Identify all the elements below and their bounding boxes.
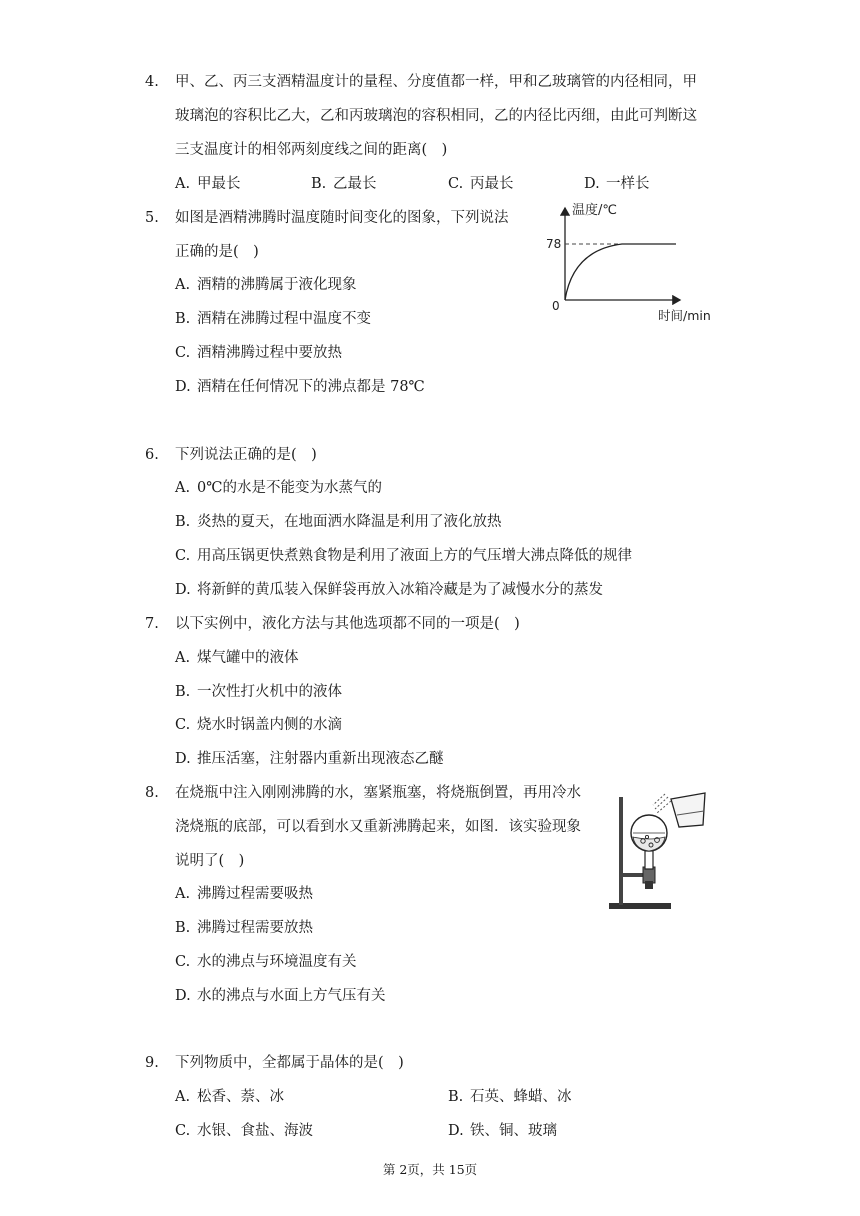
question-text-line: 在烧瓶中注入刚刚沸腾的水，塞紧瓶塞，将烧瓶倒置，再用冷水 (175, 785, 581, 801)
option-c: C. 丙最长 (448, 176, 514, 192)
option-b: B. 乙最长 (311, 176, 377, 192)
option-b: B. 炎热的夏天，在地面洒水降温是利用了液化放热 (175, 514, 502, 530)
page-footer: 第 2页，共 15页 (382, 1162, 478, 1177)
option-d: D. 酒精在任何情况下的沸点都是 78℃ (175, 379, 425, 395)
option-a: A. 煤气罐中的液体 (175, 650, 299, 666)
question-number: 9. (145, 1055, 159, 1071)
question-text-line: 说明了( ) (175, 853, 245, 869)
question-text-line: 甲、乙、丙三支酒精温度计的量程、分度值都一样，甲和乙玻璃管的内径相同，甲 (175, 74, 697, 90)
stand-pole (619, 797, 623, 905)
question-text-line: 正确的是( ) (175, 244, 259, 260)
option-b: B. 酒精在沸腾过程中温度不变 (175, 311, 371, 327)
option-d: D. 一样长 (584, 176, 650, 192)
question-text-line: 下列物质中，全都属于晶体的是( ) (175, 1055, 404, 1071)
water-stream (657, 801, 671, 813)
option-a: A. 甲最长 (175, 176, 241, 192)
question-text-line: 玻璃泡的容积比乙大，乙和丙玻璃泡的容积相同，乙的内径比丙细，由此可判断这 (175, 108, 697, 124)
question-text-line: 如图是酒精沸腾时温度随时间变化的图象，下列说法 (175, 210, 509, 226)
question-text-line: 浇烧瓶的底部，可以看到水又重新沸腾起来，如图．该实验现象 (175, 819, 581, 835)
option-c: C. 酒精沸腾过程中要放热 (175, 345, 342, 361)
option-c: C. 水银、食盐、海波 (175, 1123, 313, 1139)
option-c: C. 用高压锅更快煮熟食物是利用了液面上方的气压增大沸点降低的规律 (175, 548, 632, 564)
option-b: B. 沸腾过程需要放热 (175, 920, 313, 936)
option-c: C. 烧水时锅盖内侧的水滴 (175, 717, 342, 733)
question-number: 6. (145, 447, 159, 463)
x-axis-label: 时间/min (658, 308, 711, 323)
question-number: 4. (145, 74, 159, 90)
option-b: B. 一次性打火机中的液体 (175, 684, 342, 700)
question-text-line: 三支温度计的相邻两刻度线之间的距离( ) (175, 142, 448, 158)
y-axis-label: 温度/℃ (572, 203, 617, 218)
option-a: A. 0℃的水是不能变为水蒸气的 (175, 480, 382, 496)
beaker (671, 793, 705, 827)
boiling-point-label: 78 (546, 237, 562, 251)
option-a: A. 沸腾过程需要吸热 (175, 886, 313, 902)
flask-experiment-illustration (605, 785, 715, 915)
option-d: D. 推压活塞，注射器内重新出现液态乙醚 (175, 751, 444, 767)
option-a: A. 松香、萘、冰 (175, 1089, 284, 1105)
question-text-line: 下列说法正确的是( ) (175, 447, 317, 463)
question-number: 8. (145, 785, 159, 801)
stand-base (609, 903, 671, 909)
question-text-line: 以下实例中，液化方法与其他选项都不同的一项是( ) (175, 616, 520, 632)
question-number: 5. (145, 210, 159, 226)
question-number: 7. (145, 616, 159, 632)
option-b: B. 石英、蜂蜡、冰 (448, 1089, 572, 1105)
stopper (645, 881, 653, 889)
temperature-curve (565, 244, 676, 300)
option-c: C. 水的沸点与环境温度有关 (175, 954, 357, 970)
option-a: A. 酒精的沸腾属于液化现象 (175, 277, 357, 293)
option-d: D. 铁、铜、玻璃 (448, 1123, 557, 1139)
origin-label: 0 (552, 299, 560, 313)
option-d: D. 水的沸点与水面上方气压有关 (175, 988, 386, 1004)
boiling-temperature-graph (540, 198, 725, 328)
option-d: D. 将新鲜的黄瓜装入保鲜袋再放入冰箱冷藏是为了减慢水分的蒸发 (175, 582, 603, 598)
